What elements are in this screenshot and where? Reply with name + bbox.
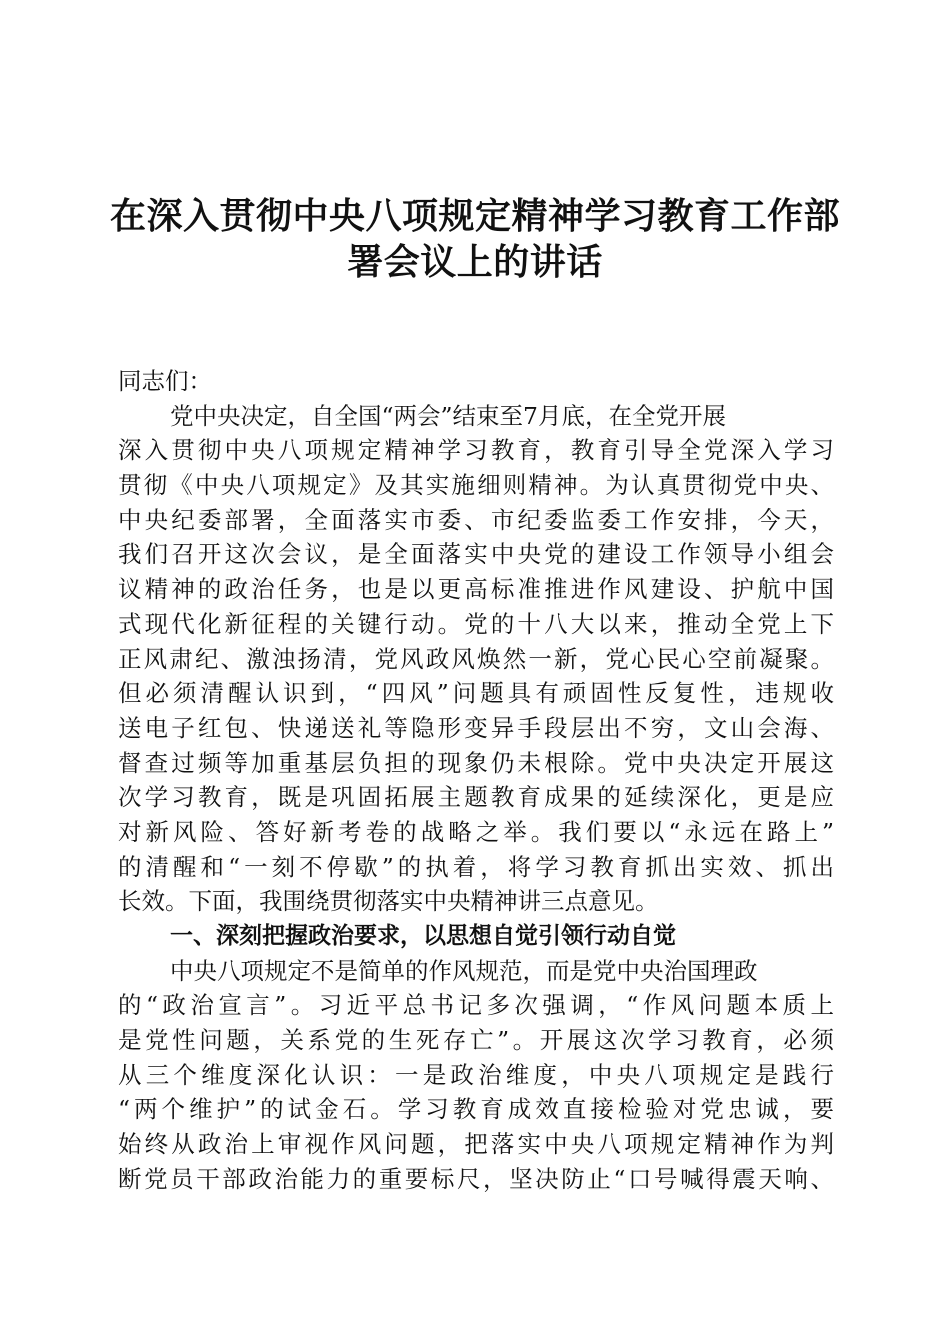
paragraph-line: 的“政治宣言”。习近平总书记多次强调，“作风问题本质上 [118, 991, 834, 1020]
paragraph-line: 中央八项规定不是简单的作风规范，而是党中央治国理政 [170, 956, 758, 985]
section-heading-1: 一、深刻把握政治要求，以思想自觉引领行动自觉 [170, 923, 676, 949]
paragraph-line: 的清醒和“一刻不停歇”的执着，将学习教育抓出实效、抓出 [118, 852, 834, 881]
paragraph-line: 贯彻《中央八项规定》及其实施细则精神。为认真贯彻党中央、 [118, 471, 834, 500]
paragraph-line: 对新风险、答好新考卷的战略之举。我们要以“永远在路上” [118, 817, 834, 846]
paragraph-line: 是党性问题，关系党的生死存亡”。开展这次学习教育，必须 [118, 1026, 834, 1055]
paragraph-line: 断党员干部政治能力的重要标尺，坚决防止“口号喊得震天响、 [118, 1164, 834, 1193]
paragraph-line: 从三个维度深化认识：一是政治维度，中央八项规定是践行 [118, 1060, 834, 1089]
paragraph-line: 中央纪委部署，全面落实市委、市纪委监委工作安排，今天， [118, 505, 834, 534]
paragraph-line: 我们召开这次会议，是全面落实中央党的建设工作领导小组会 [118, 540, 834, 569]
document-title-line-1: 在深入贯彻中央八项规定精神学习教育工作部 [109, 195, 840, 237]
paragraph-line: 但必须清醒认识到，“四风”问题具有顽固性反复性，违规收 [118, 679, 834, 708]
paragraph-line: 议精神的政治任务，也是以更高标准推进作风建设、护航中国 [118, 575, 834, 604]
paragraph-line: 送电子红包、快递送礼等隐形变异手段层出不穷，文山会海、 [118, 713, 834, 742]
document-body [118, 364, 834, 1197]
salutation: 同志们： [118, 367, 212, 395]
paragraph-line: 式现代化新征程的关键行动。党的十八大以来，推动全党上下 [118, 609, 834, 638]
paragraph-line: 督查过频等加重基层负担的现象仍未根除。党中央决定开展这 [118, 748, 834, 777]
paragraph-line: 始终从政治上审视作风问题，把落实中央八项规定精神作为判 [118, 1130, 834, 1159]
paragraph-line: “两个维护”的试金石。学习教育成效直接检验对党忠诚，要 [118, 1095, 834, 1124]
document-title-line-2: 署会议上的讲话 [347, 241, 603, 283]
paragraph-line: 次学习教育，既是巩固拓展主题教育成果的延续深化，更是应 [118, 783, 834, 812]
paragraph-line: 党中央决定，自全国“两会”结束至7月底，在全党开展 [170, 401, 726, 430]
paragraph-line: 长效。下面，我围绕贯彻落实中央精神讲三点意见。 [118, 887, 659, 916]
paragraph-line: 深入贯彻中央八项规定精神学习教育，教育引导全党深入学习 [118, 436, 834, 465]
paragraph-line: 正风肃纪、激浊扬清，党风政风焕然一新，党心民心空前凝聚。 [118, 644, 834, 673]
